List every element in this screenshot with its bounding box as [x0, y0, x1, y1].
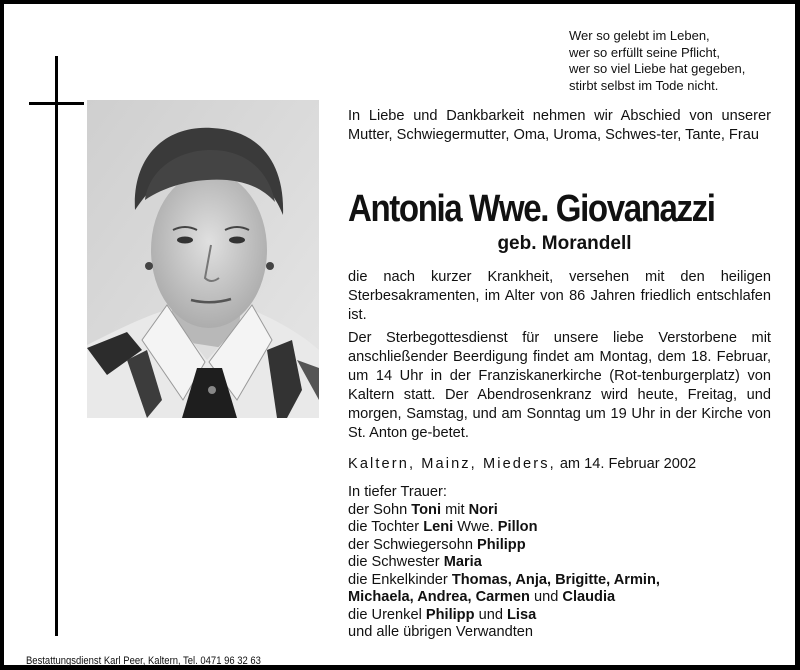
mourner-relation: mit: [441, 501, 469, 518]
mourner-name: Michaela, Andrea, Carmen: [348, 589, 530, 605]
deceased-name: Antonia Wwe. Giovanazzi: [348, 188, 715, 230]
mourner-name: Nori: [468, 501, 498, 518]
service-paragraph: Der Sterbegottesdienst für unsere liebe Verstorbene mit anschließender Beerdigung findet am Montag, dem 18. Februar, um 14 Uhr in der Franziskanerkirche (Rot-tenburgerplatz) von Kaltern statt. Der Abendrosenkranz wird heute, Freitag, und morgen, Samstag, und am Sonntag um 19 Uhr in der Kirche von St. Anton ge-betet.: [348, 330, 771, 441]
mourner-relation: die Enkelkinder: [348, 571, 452, 588]
mourner-line: [348, 624, 660, 642]
mourner-line: [348, 589, 660, 607]
mourner-relation: und: [474, 606, 507, 623]
mourner-line: [348, 554, 660, 572]
mourner-name: Pillon: [497, 519, 538, 535]
verse-line: stirbt selbst im Tode nicht.: [569, 77, 719, 93]
funeral-service-credit: Bestattungsdienst Karl Peer, Kaltern, Tel. 0471 96 32 63: [26, 655, 261, 667]
cross-icon: [55, 56, 58, 636]
mourner-relation: und: [529, 589, 563, 605]
mourners-heading: In tiefer Trauer:: [348, 484, 447, 500]
mourner-line: [348, 537, 660, 555]
places: Kaltern, Mainz, Mieders,: [348, 456, 556, 472]
place-date-line: [348, 455, 696, 474]
portrait-photo: [87, 100, 319, 418]
mourner-relation: die Urenkel: [348, 606, 426, 623]
verse-line: wer so erfüllt seine Pflicht,: [569, 44, 721, 60]
mourner-name: Philipp: [477, 536, 526, 553]
mourner-name: Philipp: [425, 606, 475, 623]
mourner-name: Toni: [411, 501, 442, 518]
mourner-relation: und alle übrigen Verwandten: [348, 624, 533, 640]
mourner-relation: die Tochter: [348, 519, 424, 535]
mourner-line: [348, 607, 660, 625]
mourner-name: Maria: [443, 554, 482, 570]
cross-icon-crossbar: [29, 102, 84, 105]
mourner-relation: der Schwiegersohn: [348, 536, 477, 553]
mourner-line: [348, 519, 660, 537]
verse-line: wer so viel Liebe hat gegeben,: [569, 61, 746, 76]
mourner-line: [348, 572, 660, 590]
mourner-name: Claudia: [562, 589, 616, 605]
mourner-name: Lisa: [507, 606, 537, 623]
verse-line: Wer so gelebt im Leben,: [569, 28, 710, 43]
mourner-relation: der Sohn: [348, 501, 412, 518]
date: am 14. Februar 2002: [559, 456, 697, 472]
intro-text: In Liebe und Dankbarkeit nehmen wir Abschied von unserer Mutter, Schwiegermutter, Oma, Uroma, Schwes-ter, Tante, Frau: [348, 108, 771, 143]
mourner-name: Thomas, Anja, Brigitte, Armin,: [451, 571, 660, 588]
mourner-relation: Wwe.: [453, 519, 498, 535]
mourner-name: Leni: [423, 519, 454, 535]
mourner-relation: die Schwester: [348, 554, 444, 570]
maiden-name: geb. Morandell: [497, 233, 632, 254]
mourners-list: [348, 484, 660, 642]
mourner-line: [348, 502, 660, 520]
memorial-verse: [569, 28, 745, 94]
death-paragraph: die nach kurzer Krankheit, versehen mit den heiligen Sterbesakramenten, im Alter von 86 Jahren friedlich entschlafen ist.: [348, 269, 771, 323]
